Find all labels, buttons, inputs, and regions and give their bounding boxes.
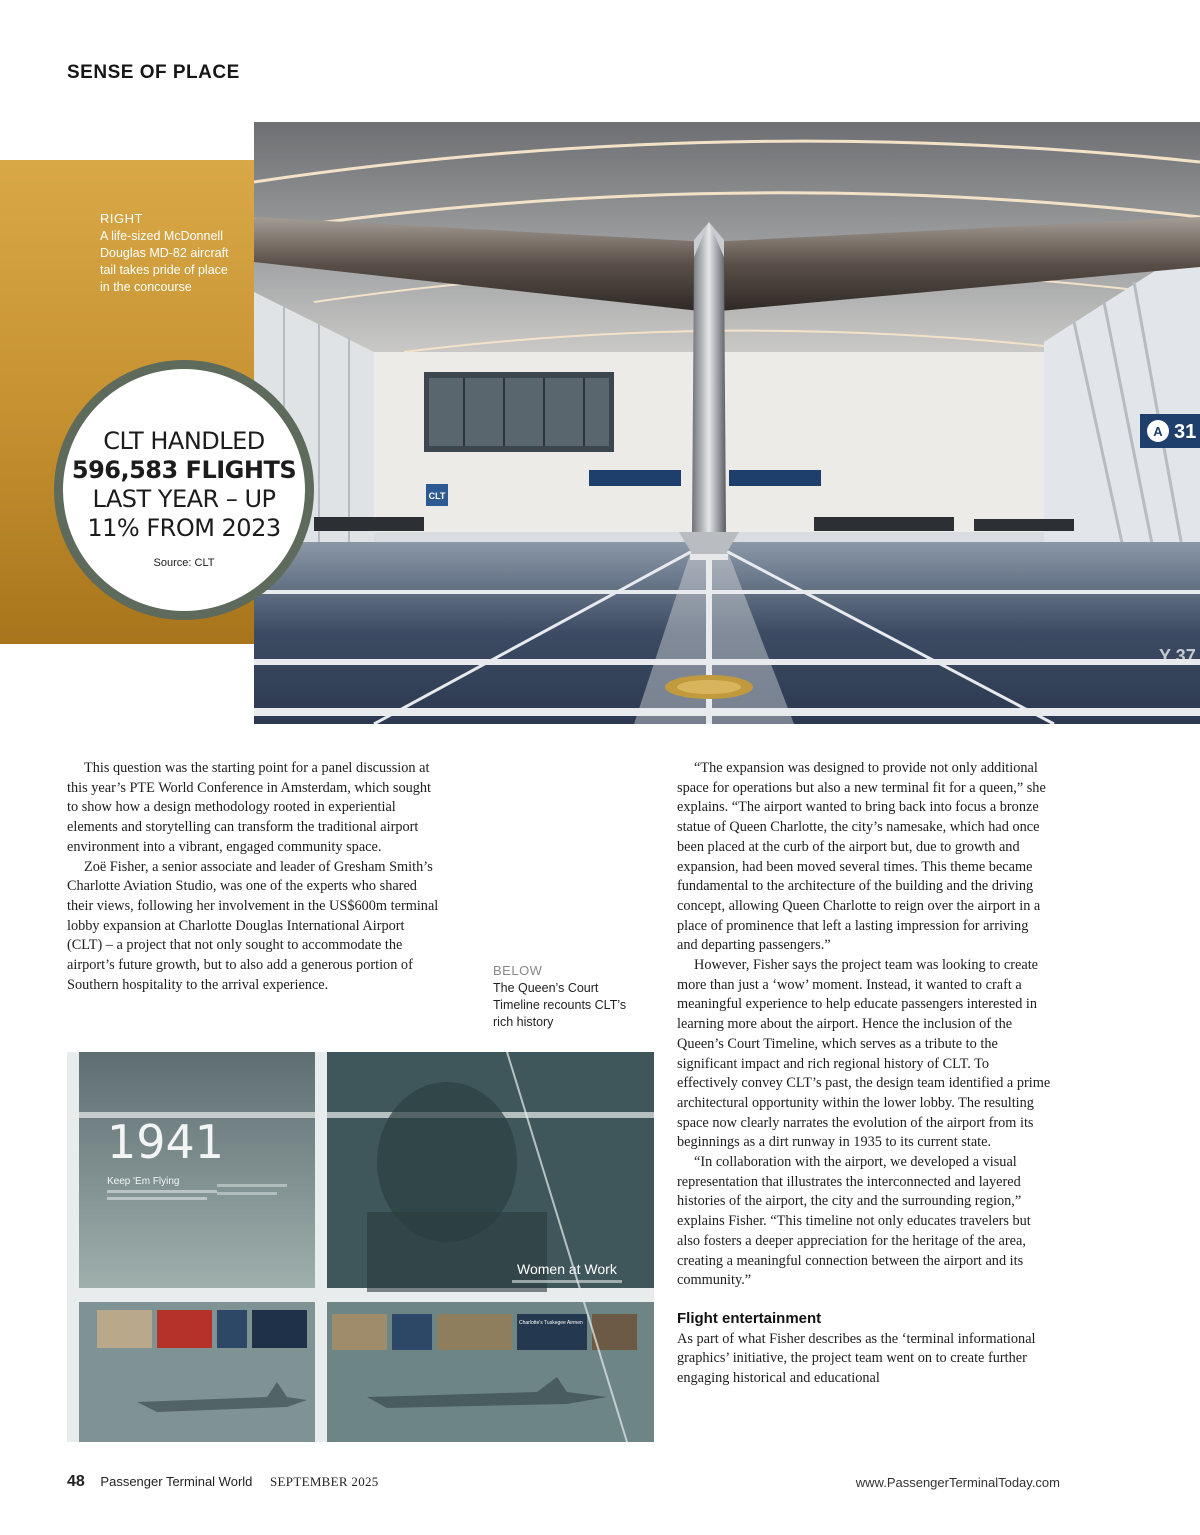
hero-photo [254,122,1200,724]
stat-line-1: CLT HANDLED [103,427,265,455]
stat-line-2: 596,583 FLIGHTS [71,456,297,484]
timeline-year: 1941 [107,1115,225,1169]
caption-below [493,962,633,1031]
stat-line-3: LAST YEAR – UP [92,485,276,513]
directional-sign-right [729,470,821,486]
panel-title-right: Charlotte's Tuskegee Airmen [519,1320,583,1326]
issue-date: SEPTEMBER 2025 [270,1474,379,1489]
stat-line-4: 11% FROM 2023 [87,514,281,542]
svg-text:A: A [1153,424,1163,439]
section-tag: SENSE OF PLACE [67,62,240,83]
body-column-right [677,759,1052,1389]
paragraph: As part of what Fisher describes as the ‘terminal informational graphics’ initiative, the project team went on to create further engaging historical and educational [677,1330,1036,1387]
stat-callout [54,360,314,620]
caption-label: BELOW [493,963,543,978]
stat-source: Source: CLT [153,557,215,569]
website-link[interactable]: www.PassengerTerminalToday.com [855,1475,1060,1490]
paragraph: Zoë Fisher, a senior associate and leader of Gresham Smith’s Charlotte Aviation Studio, was one of the experts who shared their views, following her involvement in the US$600m terminal lobby expansion at Charlotte Douglas International Airport (CLT) – a project that not only sought to accommodate the airport’s future growth, but to also add a generous portion of Southern hospitality to the arrival experience. [67,858,439,993]
panel-title: Women at Work [517,1261,617,1277]
caption-label: RIGHT [100,211,143,226]
caption-text: The Queen’s Court Timeline recounts CLT’s rich history [493,981,627,1029]
caption-right [100,210,240,296]
paragraph: However, Fisher says the project team was looking to create more than just a ‘wow’ moment. Instead, it wanted to craft a meaningful experience to help educate passengers interested in learning more about the airport. Hence the inclusion of the Queen’s Court Timeline, which serves as a tribute to the significant impact and rich regional history of CLT. To effectively convey CLT’s past, the design team identified a prime architectural opportunity within the lower lobby. The resulting space now clearly narrates the evolution of the airport from its beginnings as a dirt runway in 1935 to its current state. [677,957,1051,1151]
directional-sign-left [589,470,681,486]
caption-text: A life-sized McDonnell Douglas MD-82 aircraft tail takes pride of place in the concourse [100,229,229,294]
svg-text:CLT: CLT [428,491,446,501]
paragraph: “The expansion was designed to provide not only additional space for operations but also a new terminal fit for a queen,” she explains. “The airport wanted to bring back into focus a bronze statue of Queen Charlotte, the city’s namesake, which had once been placed at the curb of the airport but, due to growth and expansion, had been moved several times. This theme became fundamental to the architecture of the building and the driving concept, allowing Queen Charlotte to reign over the airport in a place of prominence that left a lasting impression for arriving and departing passengers.” [677,760,1046,954]
subheading: Flight entertainment [677,1309,822,1327]
page-footer [67,1473,1060,1493]
paragraph: This question was the starting point for a panel discussion at this year’s PTE World Conference in Amsterdam, which sought to show how a design methodology rooted in experiential elements and storytelling can transform the traditional airport environment into a vibrant, engaged community space. [67,760,432,855]
paragraph: “In collaboration with the airport, we developed a visual representation that illustrates the interconnected and layered histories of the airport, the city and the surrounding region,” explains Fisher. “This timeline not only educates travelers but also fosters a deeper appreciation for the heritage of the area, creating a meaningful connection between the airport and its community.” [677,1154,1031,1289]
timeline-photo [67,1052,654,1442]
svg-text:31: 31 [1174,421,1197,443]
timeline-subtitle: Keep 'Em Flying [107,1176,180,1187]
svg-text:Y 37: Y 37 [1159,646,1196,666]
magazine-name: Passenger Terminal World [100,1474,253,1489]
page-number: 48 [67,1473,85,1490]
body-column-left [67,759,439,995]
